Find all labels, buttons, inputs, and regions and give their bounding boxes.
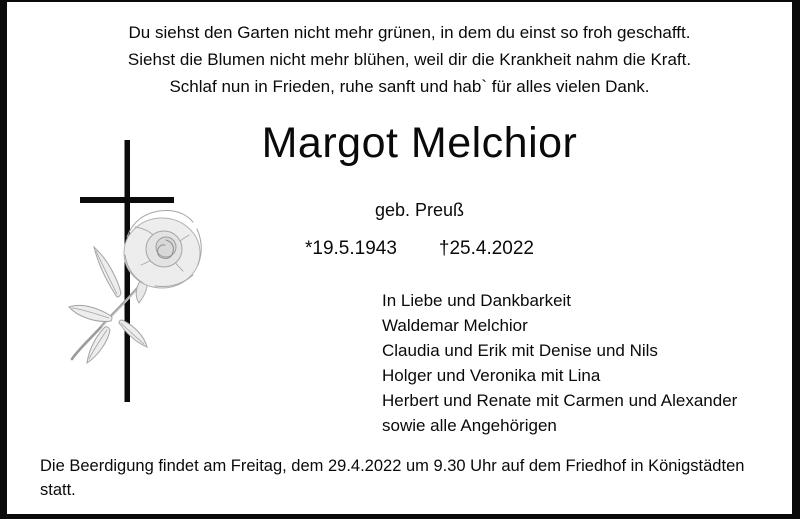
verse-line-3: Schlaf nun in Frieden, ruhe sanft und hab` für alles vielen Dank. [169, 77, 650, 96]
mourners-line-3: Claudia und Erik mit Denise und Nils [382, 341, 658, 360]
deceased-name: Margot Melchior [261, 119, 578, 167]
maiden-name: geb. Preuß [374, 200, 465, 220]
mourners-list [382, 288, 737, 438]
life-dates [47, 238, 792, 260]
mourners-line-1: In Liebe und Dankbarkeit [382, 291, 572, 310]
funeral-announcement [40, 454, 790, 502]
birth-date: *19.5.1943 [304, 238, 397, 259]
rose-icon [69, 210, 201, 363]
mourners-line-5: Herbert und Renate mit Carmen und Alexander [382, 391, 738, 410]
verse-line-1: Du siehst den Garten nicht mehr grünen, in dem du einst so froh geschafft. [128, 23, 691, 42]
cross-with-rose-graphic [65, 137, 210, 407]
mourners-line-6: sowie alle Angehörigen [382, 416, 557, 435]
memorial-verse [27, 19, 792, 100]
death-date: †25.4.2022 [438, 238, 534, 259]
verse-line-2: Siehst die Blumen nicht mehr blühen, weil dir die Krankheit nahm die Kraft. [127, 50, 692, 69]
mourners-line-2: Waldemar Melchior [382, 316, 528, 335]
mourners-line-4: Holger und Veronika mit Lina [382, 366, 601, 385]
funeral-line-2: statt. [40, 481, 76, 499]
funeral-line-1: Die Beerdigung findet am Freitag, dem 29.4.2022 um 9.30 Uhr auf dem Friedhof in Königstädten [40, 457, 745, 475]
